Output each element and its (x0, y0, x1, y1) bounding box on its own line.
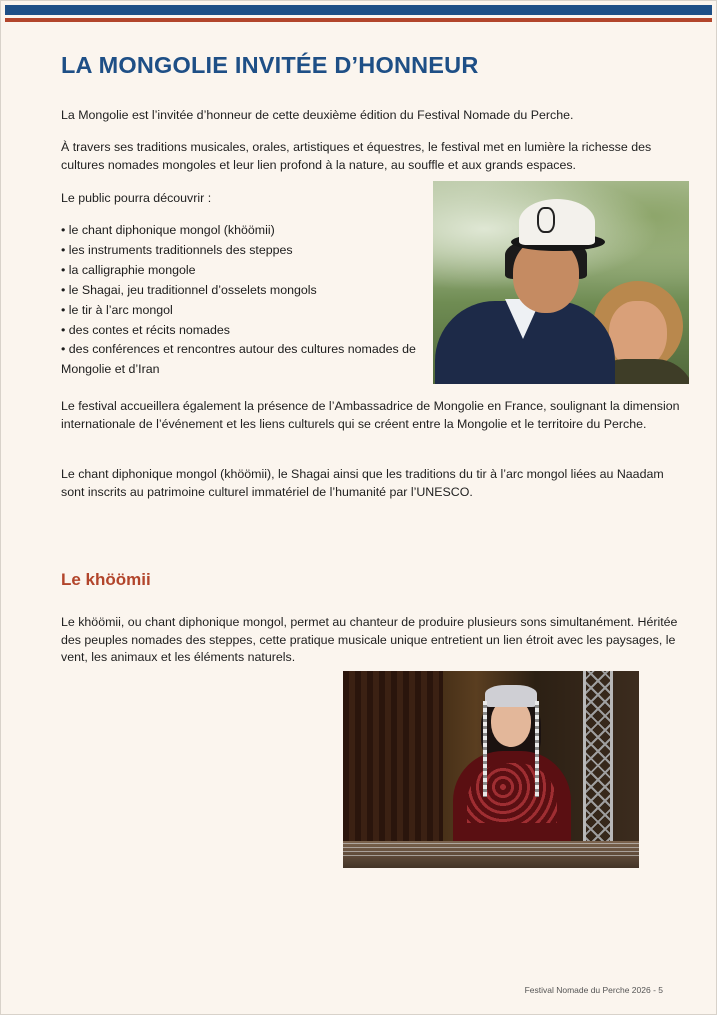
list-item: • le chant diphonique mongol (khöömii) (61, 223, 275, 237)
khoomii-paragraph: Le khöömii, ou chant diphonique mongol, permet au chanteur de produire plusieurs sons simultanément. Héritée des peuples nomades des steppes, cette pratique musicale unique entretient un lien étroit avec les paysages, le vent, les animaux et les éléments naturels. (61, 615, 678, 664)
list-item: • la calligraphie mongole (61, 262, 196, 277)
activities-list (61, 221, 421, 380)
intro-paragraph-1: La Mongolie est l’invitée d’honneur de cette deuxième édition du Festival Nomade du Perche. (61, 108, 574, 122)
body-paragraph-unesco: Le chant diphonique mongol (khöömii), le Shagai ainsi que les traditions du tir à l’arc mongol liées au Naadam sont inscrits au patrimoine culturel immatériel de l’humanité par l’UNESCO. (61, 467, 664, 499)
photo-khoomii-performer (343, 671, 639, 868)
body-paragraph-ambassador: Le festival accueillera également la présence de l’Ambassadrice de Mongolie en France, soulignant la dimension internationale de l’événement et les liens culturels qui se créent entre la Mongolie et le territoire du Perche. (61, 399, 680, 431)
header-stripe-blue (5, 5, 712, 15)
list-item: • des conférences et rencontres autour des cultures nomades de Mongolie et d’Iran (61, 342, 416, 377)
page-title: LA MONGOLIE INVITÉE D’HONNEUR (61, 52, 479, 78)
page-footer: Festival Nomade du Perche 2026 - 5 (524, 985, 663, 995)
list-item: • le Shagai, jeu traditionnel d’osselets mongols (61, 282, 317, 297)
header-stripe-red (5, 18, 712, 22)
photo-mongolian-guests (433, 181, 689, 384)
list-item: • le tir à l’arc mongol (61, 302, 173, 317)
intro-paragraph-2: À travers ses traditions musicales, orales, artistiques et équestres, le festival met en lumière la richesse des cultures nomades mongoles et leur lien profond à la nature, au souffle et aux grands espaces. (61, 140, 652, 172)
section-title-khoomii: Le khöömii (61, 570, 151, 589)
list-item: • des contes et récits nomades (61, 322, 230, 337)
list-item: • les instruments traditionnels des steppes (61, 242, 293, 257)
intro-paragraph-3: Le public pourra découvrir : (61, 191, 212, 205)
